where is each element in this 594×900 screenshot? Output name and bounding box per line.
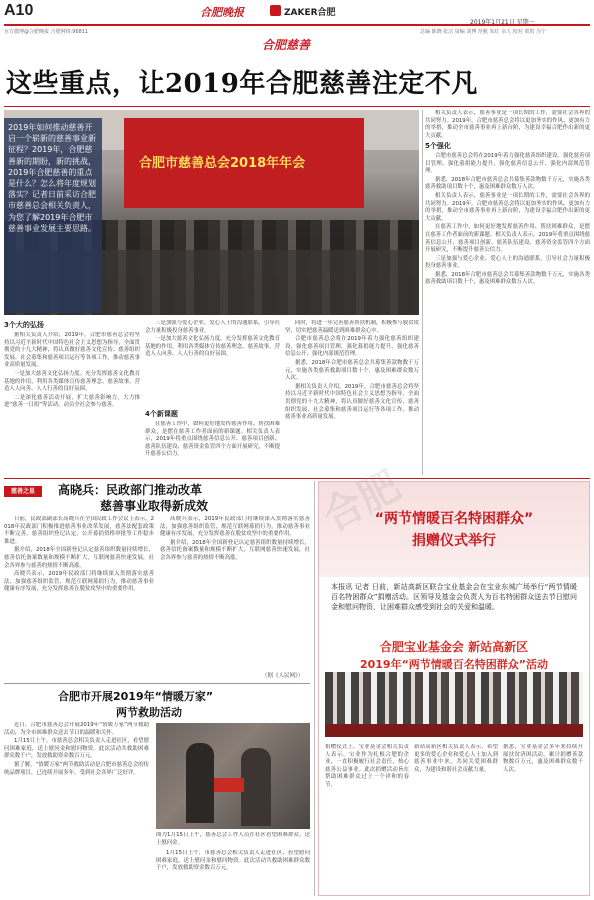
section-title: 合肥慈善 xyxy=(262,38,311,52)
s5-body-b: 据悉，2018年合肥市慈善总会共募集善款物数千万元，实施各类慈善救助项目数十个，惠及困难群众数万人次。 xyxy=(285,359,419,382)
main-headline: 这些重点，让2019年合肥慈善注定不凡 xyxy=(6,69,478,99)
ad-body: 本报讯 记者 日前，新站高新区联合宝业基金会在宝业东城广场举行“两节情暖百名特困群众”捐赠活动。区领导及基金会负责人为百名特困群众送去节日慰问金和慰问物资，让困难群众感受到社会的关爱和温暖。 xyxy=(331,583,577,611)
story2-p1b: 据介绍，2018年全国新登记认定慈善组织数量持续增长，慈善信托备案数量和规模不断扩大，互联网慈善快速发展，社会各界参与慈善的热情不断高涨。 xyxy=(160,539,310,561)
story2-p1: 据介绍，2018年全国新登记认定慈善组织数量持续增长，慈善信托备案数量和规模不断扩大，互联网慈善快速发展，社会各界参与慈善的热情不断高涨。 xyxy=(4,547,154,569)
story3-p1: 1月15日上午，市慈善总会相关负责人走进社区，看望慰问困难家庭，送上慰问金和慰问物资。此次活动共救助困难群众数千户，发放救助资金数百万元。 xyxy=(4,738,149,760)
ad-banner-line-1: 合肥宝业基金会 新站高新区 xyxy=(379,640,529,654)
s4-title: 4个新课题 xyxy=(145,410,178,418)
s4-body-0: 在慈善工作中，如何更好地发挥慈善作用、帮扶困难群众，是摆在慈善工作者面前的新课题。相关负责人表示，2019年将重点围绕慈善信息公开、慈善项目创新、慈善队伍建设、慈善资金监管四个方面开展研究，不断提升慈善公信力。 xyxy=(145,421,280,458)
s3-body-0: 据相关负责人介绍，2019年，合肥市慈善总会将坚持以习近平新时代中国特色社会主义思想为指导，全面贯彻党的十九大精神，将认真做好慈善文化宣传、慈善组织发展、社会募集和慈善项目运行等各项工作，推动慈善事业高质量发展。 xyxy=(4,332,140,369)
s5-body-1: 合肥市慈善总会将在2019年着力强化慈善组织建设、强化慈善项目管理、强化募捐能力提升、强化慈善信息公开、强化内部规范管理。 xyxy=(425,152,590,175)
story3-body-right xyxy=(156,850,310,896)
col-a xyxy=(4,320,140,475)
ad-box xyxy=(318,481,590,896)
story3-p0: 近日，合肥市慈善总会开展2019年“情暖万家”两节救助活动，为全市困难群众送去节日的温暖和关怀。 xyxy=(4,722,149,736)
story2-headline-1: 高晓兵：民政部门推动改革 xyxy=(58,483,203,497)
story3-body-left xyxy=(4,722,149,896)
page-label: A10 xyxy=(4,2,34,19)
story3-caption: 图为1月15日上午，慈善总会工作人员在社区看望困难群众，送上慰问金。 xyxy=(156,832,310,846)
s5-body-0: 相关负责人表示，慈善事业是一项长期的工作，需要社会各界的共同努力。2019年，合肥市慈善总会将以更加务实的作风、更加有力的举措，推动全市慈善事业再上新台阶，为建设幸福合肥作出新的更大贡献。 xyxy=(425,110,590,139)
story3-p2: 据了解，“情暖万家”两节救助活动是合肥市慈善总会的传统品牌项目，已连续开展多年，受到社会各界广泛好评。 xyxy=(4,761,149,776)
watermark: 合肥 xyxy=(315,462,408,541)
s3-body-1b: 一是加大慈善文化弘扬力度。充分发挥慈善文化教育基地的作用，利用各类媒体宣传慈善理念、慈善故事，营造人人向善、人人行善的良好氛围。 xyxy=(145,336,280,358)
s5-title: 5个强化 xyxy=(425,142,451,151)
story3-p1b: 1月15日上午，市慈善总会相关负责人走进社区，看望慰问困难家庭，送上慰问金和慰问物资。此次活动共救助困难群众数千户，发放救助资金数百万元。 xyxy=(156,850,310,872)
ad-title-2: 捐赠仪式举行 xyxy=(412,533,496,549)
story2-body-right xyxy=(160,516,310,666)
col-b xyxy=(145,320,280,475)
editor-line-right: 总编 陈晓 张洁 周编 刘博 范帆 朱红 余人 校对 贾筑 为宁 xyxy=(420,29,546,35)
s5-body-3: 相关负责人表示，慈善事业是一项长期的工作，需要社会各界的共同努力。2019年，合肥市慈善总会将以更加务实的作风、更加有力的举措，推动全市慈善事业再上新台阶，为建设幸福合肥作出新的更大贡献。 xyxy=(425,192,590,222)
ad-col-2: 新站高新区相关负责人表示，希望更多的爱心企业和爱心人士加入到慈善事业中来，共同关爱困难群众，为建设和谐社会贡献力量。 xyxy=(414,744,498,773)
ad-banner-line-2: 2019年“两节情暖百名特困群众”活动 xyxy=(359,658,549,671)
s3-body-1: 一是加大慈善文化弘扬力度。充分发挥慈善文化教育基地的作用，利用各类媒体宣传慈善理念、慈善故事，营造人人向善、人人行善的良好氛围。 xyxy=(4,370,140,393)
masthead-date: 2019年1月21日 星期一 xyxy=(470,19,535,26)
ad-col-1: 捐赠仪式上，宝业基金会相关负责人表示，宝业作为扎根合肥的企业，一直积极履行社会责任，热心慈善公益事业。此次捐赠活动旨在帮助困难群众过上一个祥和的春节。 xyxy=(325,744,409,788)
story3-headline-1: 合肥市开展2019年“情暖万家” xyxy=(58,690,214,703)
ad-col-3: 据悉，宝业基金会多年来持续开展扶贫济困活动，累计捐赠善款物数百万元，惠及困难群众数千人次。 xyxy=(503,744,583,773)
ad-title-1: “两节情暖百名特困群众” xyxy=(374,511,534,527)
story3-photo xyxy=(156,723,310,829)
s3-title: 3个大的弘扬 xyxy=(4,321,44,329)
right-column-top xyxy=(425,110,590,475)
editor-line-left: 官方微博@合肥晚报 合肥网络:96811 xyxy=(4,29,89,35)
story2-tag: 慈善之星 xyxy=(4,486,42,497)
photo-banner-text: 合肥市慈善总会2018年年会 xyxy=(139,156,306,171)
lead-box xyxy=(4,118,102,313)
col-c xyxy=(285,320,419,475)
s5-body-2: 据悉，2018年合肥市慈善总会共募集善款物数千万元，实施各类慈善救助项目数十个，惠及困难群众数万人次。 xyxy=(425,176,590,191)
story2-p0: 日前，民政部副部长高晓兵在全国民政工作会议上表示，2018年民政部门积极推进慈善事业改革发展，慈善法配套政策不断完善，慈善组织登记认定、公开募捐资格审批等工作稳步推进。 xyxy=(4,516,154,545)
story2-source: （据《人民网》） xyxy=(262,673,304,679)
story3-headline-2: 两节救助活动 xyxy=(116,706,182,719)
s4-body-1: 同时，将进一步完善慈善帮扶机制，积极参与脱贫攻坚，切实把慈善温暖送到困难群众心中。 xyxy=(285,320,419,334)
story2-headline-2: 慈善事业取得新成效 xyxy=(100,499,209,513)
story2-body-left xyxy=(4,516,154,680)
story2-p2: 高晓兵表示，2019年民政部门将继续深入贯彻落实慈善法，加强慈善组织监管，规范互联网募捐行为，推动慈善事业健康有序发展，充分发挥慈善在脱贫攻坚中的重要作用。 xyxy=(4,571,154,593)
paper-name: 合肥晚报 xyxy=(200,6,244,19)
lead-text: 2019年如何推动慈善开启一个崭新的慈善事业新征程？2019年，合肥慈善新的期盼，新的挑战，2019年合肥慈善的重点是什么？怎么将年度规划落实？记者日前采访合肥市慈善总会相关负责人，为您了解2019年合肥市慈善事业发展主要思路。 xyxy=(8,123,96,233)
ad-banner-photo xyxy=(325,632,583,737)
story2-p2b: 高晓兵表示，2019年民政部门将继续深入贯彻落实慈善法，加强慈善组织监管，规范互联网募捐行为，推动慈善事业健康有序发展，充分发挥慈善在脱贫攻坚中的重要作用。 xyxy=(160,516,310,538)
s5-body-6: 据悉，2018年合肥市慈善总会共募集善款物数千万元，实施各类慈善救助项目数十个，惠及困难群众数万人次。 xyxy=(425,271,590,286)
s5-body-4: 在慈善工作中，如何更好地发挥慈善作用、帮扶困难群众，是摆在慈善工作者面前的新课题。相关负责人表示，2019年将重点围绕慈善信息公开、慈善项目创新、慈善队伍建设、慈善资金监管四个方面开展研究，不断提升慈善公信力。 xyxy=(425,224,590,254)
partner-name: ZAKER合肥 xyxy=(284,8,336,18)
s5-body-c: 据相关负责人介绍，2019年，合肥市慈善总会将坚持以习近平新时代中国特色社会主义思想为指导，全面贯彻党的十九大精神，将认真做好慈善文化宣传、慈善组织发展、社会募集和慈善项目运行等各项工作，推动慈善事业高质量发展。 xyxy=(285,383,419,421)
s3-body-2: 二是深化慈善活动开展，扩大慈善影响力，大力推进“慈善一日捐”等活动，动员全社会参与慈善。 xyxy=(4,394,140,409)
s5-body-5: 三是加强与爱心企业、爱心人士的沟通联系，引导社会力量积极投身慈善事业。 xyxy=(425,255,590,270)
zaker-logo-icon xyxy=(270,5,281,16)
s5-body-a: 合肥市慈善总会将在2019年着力强化慈善组织建设、强化慈善项目管理、强化募捐能力提升、强化慈善信息公开、强化内部规范管理。 xyxy=(285,336,419,358)
s3-body-3: 三是加强与爱心企业、爱心人士的沟通联系，引导社会力量积极投身慈善事业。 xyxy=(145,320,280,334)
